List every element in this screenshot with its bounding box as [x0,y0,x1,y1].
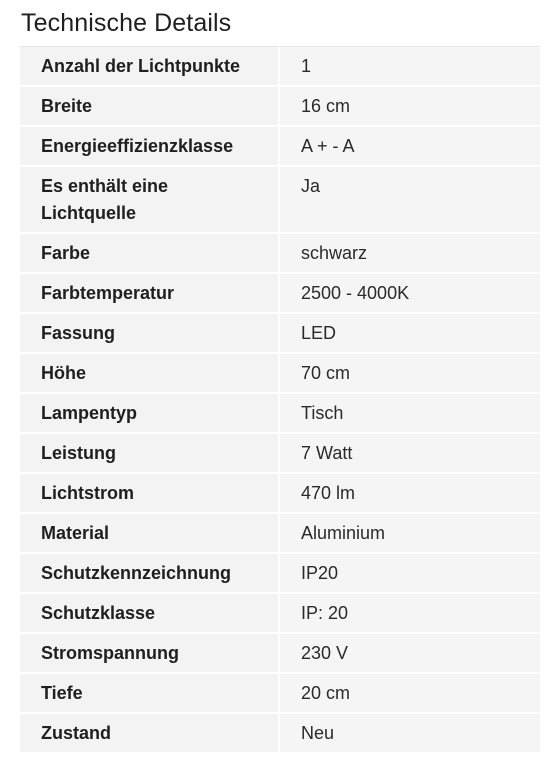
table-row [20,87,540,127]
details-table [20,46,540,754]
detail-value: 2500 - 4000K [280,274,540,312]
detail-label: Lichtstrom [20,474,280,512]
detail-value: 1 [280,47,540,85]
table-row [20,674,540,714]
detail-label: Stromspannung [20,634,280,672]
detail-value: IP20 [280,554,540,592]
table-row [20,394,540,434]
detail-value: 16 cm [280,87,540,125]
table-row [20,434,540,474]
detail-label: Schutzkennzeichnung [20,554,280,592]
detail-value: 70 cm [280,354,540,392]
detail-label: Zustand [20,714,280,752]
detail-label: Breite [20,87,280,125]
detail-value: Neu [280,714,540,752]
detail-label: Fassung [20,314,280,352]
table-row [20,514,540,554]
detail-value: A + - A [280,127,540,165]
detail-value: LED [280,314,540,352]
detail-label: Schutzklasse [20,594,280,632]
section-title: Technische Details [21,9,232,37]
table-row [20,314,540,354]
detail-label: Material [20,514,280,552]
detail-value: 7 Watt [280,434,540,472]
detail-label: Energieeffizienzklasse [20,127,280,165]
detail-label: Höhe [20,354,280,392]
detail-label: Farbe [20,234,280,272]
detail-value: 20 cm [280,674,540,712]
detail-label: Farbtemperatur [20,274,280,312]
table-row [20,554,540,594]
detail-label: Tiefe [20,674,280,712]
detail-label: Es enthält eine Lichtquelle [20,167,280,232]
detail-value: 230 V [280,634,540,672]
table-row [20,274,540,314]
table-row [20,714,540,754]
detail-value: schwarz [280,234,540,272]
detail-value: Aluminium [280,514,540,552]
table-row [20,234,540,274]
table-row [20,127,540,167]
table-row [20,47,540,87]
table-row [20,594,540,634]
detail-value: Ja [280,167,540,232]
detail-label: Anzahl der Lichtpunkte [20,47,280,85]
detail-label: Leistung [20,434,280,472]
detail-value: Tisch [280,394,540,432]
detail-value: IP: 20 [280,594,540,632]
detail-label: Lampentyp [20,394,280,432]
detail-value: 470 lm [280,474,540,512]
table-row [20,354,540,394]
table-row [20,167,540,234]
table-row [20,634,540,674]
table-row [20,474,540,514]
